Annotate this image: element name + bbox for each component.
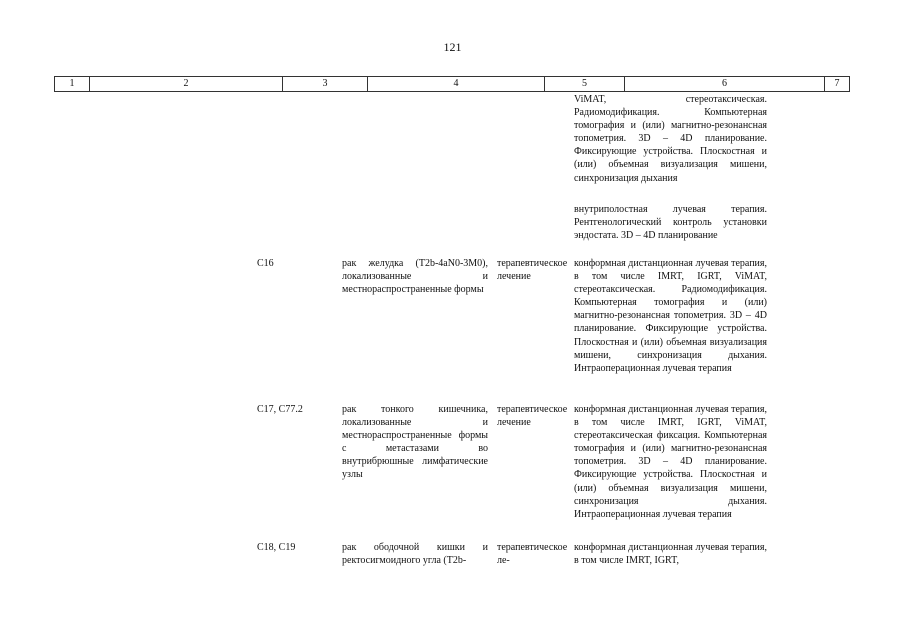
continuation-method-text: ViMAT, стереотаксическая. Радиомодификация. Компьютерная томография и (или) магнитно-резонансная топометрия. 3D – 4D планирование. Фиксирующие устройства. Плоскостная и (или) объемная визуализация мишени, синхронизация дыхания xyxy=(574,94,767,184)
row-c17-diagnosis: рак тонкого кишечника, локализованные и местнораспространенные формы с метастазами во внутрибрюшные лимфатические узлы xyxy=(342,404,488,481)
header-col-1: 1 xyxy=(54,77,89,91)
row-c16-method: конформная дистанционная лучевая терапия, в том числе IMRT, IGRT, ViMAT, стереотаксическая. Радиомодификация. Компьютерная томография и (или) магнитно-резонансная топометрия. 3D – 4D планирование. Фиксирующие устройства. Плоскостная и (или) объемная визуализация мишени, синхронизация дыхания. Интраоперационная лучевая терапия xyxy=(574,258,767,374)
header-col-4: 4 xyxy=(367,77,544,91)
header-col-7: 7 xyxy=(824,77,850,91)
continuation-method-text-2: внутриполостная лучевая терапия. Рентгенологический контроль установки эндостата. 3D – 4D планирование xyxy=(574,204,767,242)
row-c18-method: конформная дистанционная лучевая терапия, в том числе IMRT, IGRT, xyxy=(574,542,767,567)
header-col-3: 3 xyxy=(282,77,367,91)
header-col-5: 5 xyxy=(544,77,624,91)
header-col-6: 6 xyxy=(624,77,824,91)
row-c18-diagnosis: рак ободочной кишки и ректосигмоидного угла (T2b- xyxy=(342,542,488,567)
table-header xyxy=(54,76,850,92)
row-c18-treatment: терапевтическое ле- xyxy=(497,542,568,567)
row-c17-treatment: терапевтическое лечение xyxy=(497,404,568,429)
header-col-2: 2 xyxy=(89,77,282,91)
row-c16-code: C16 xyxy=(257,258,274,269)
row-c17-method: конформная дистанционная лучевая терапия, в том числе IMRT, IGRT, ViMAT, стереотаксическая фиксация. Компьютерная томография и (или) магнитно-резонансная топометрия. 3D – 4D планирование. Фиксирующие устройства. Плоскостная и (или) объемная визуализация мишени, синхронизация дыхания. Интраоперационная лучевая терапия xyxy=(574,404,767,520)
row-c16-diagnosis: рак желудка (T2b-4aN0-3M0), локализованные и местнораспространенные формы xyxy=(342,258,488,296)
row-c16-treatment: терапевтическое лечение xyxy=(497,258,568,283)
row-c18-code: C18, C19 xyxy=(257,542,296,553)
row-c17-code: C17, C77.2 xyxy=(257,404,303,415)
page-number: 121 xyxy=(443,40,462,54)
